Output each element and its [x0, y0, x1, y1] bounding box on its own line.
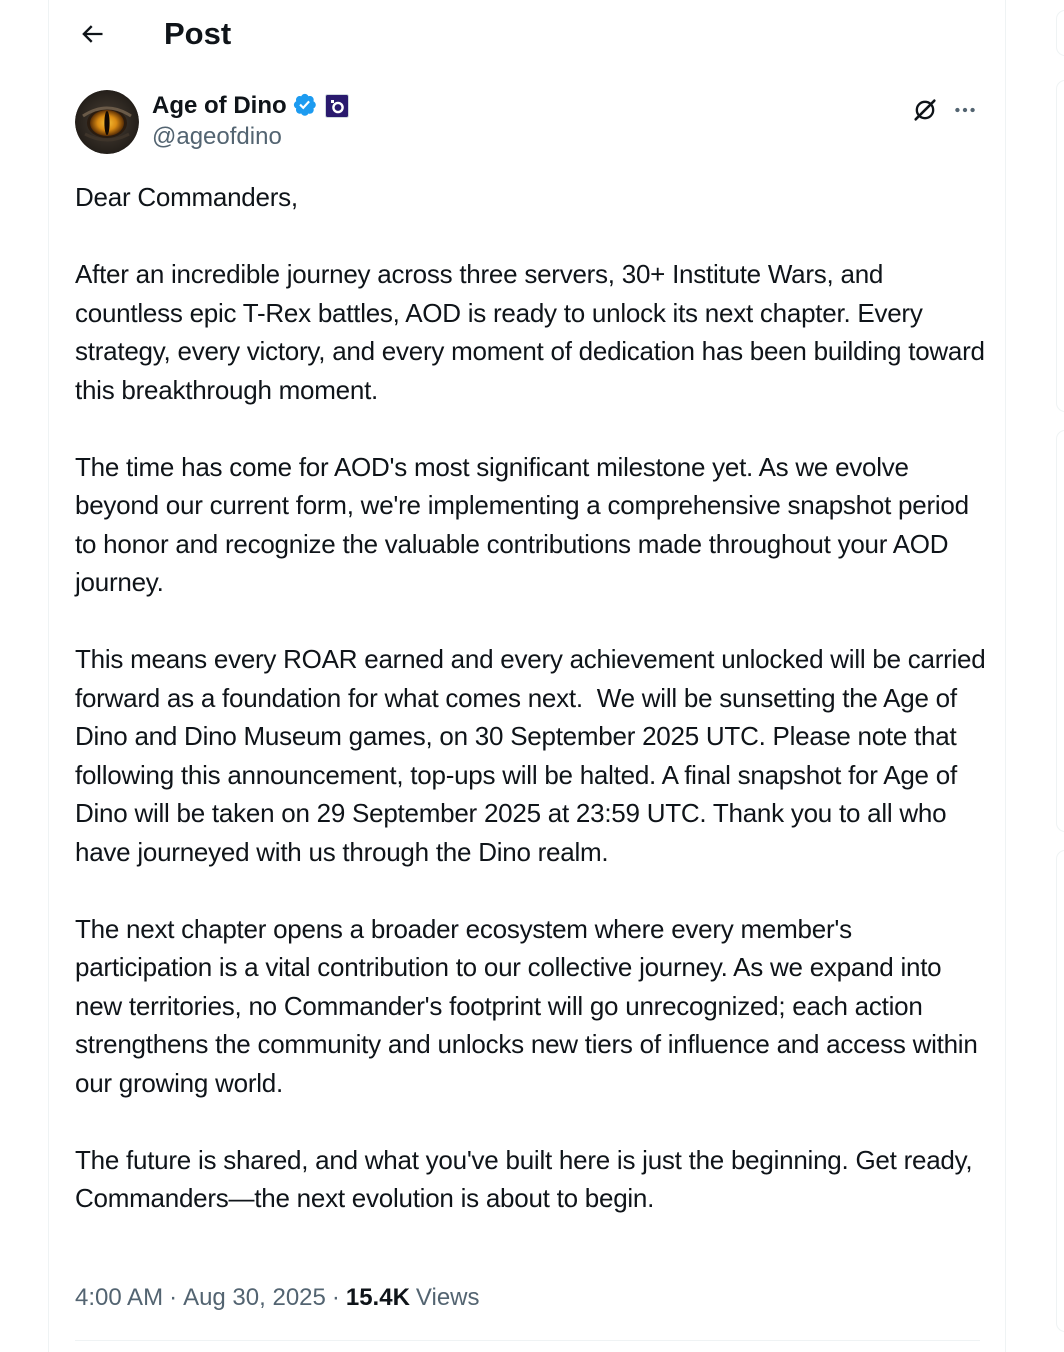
page-title: Post: [164, 16, 232, 51]
more-dots-icon: [952, 97, 978, 123]
divider: [75, 1340, 980, 1341]
grok-button[interactable]: [907, 92, 943, 128]
post-text: [75, 178, 993, 1256]
post-paragraph: Dear Commanders,: [75, 182, 298, 212]
views-label: Views: [415, 1284, 480, 1311]
author-handle[interactable]: @ageofdino: [152, 123, 282, 150]
post-header: [64, 10, 964, 58]
sidebar-card-edge: [1056, 80, 1064, 412]
sidebar-search-edge: [1056, 10, 1064, 56]
views-count: 15.4K: [345, 1284, 410, 1311]
more-button[interactable]: [947, 92, 983, 128]
verified-badge-icon[interactable]: [292, 92, 320, 120]
affiliate-badge-icon[interactable]: [325, 94, 349, 118]
author-name-line: [152, 90, 349, 122]
sidebar-card-edge: [1056, 430, 1064, 832]
post-paragraph: The time has come for AOD's most significant milestone yet. As we evolve beyond our current form, we're implementing a comprehensive snapshot period to honor and recognize the valuable contributions made throughout your AOD journey.: [75, 451, 976, 597]
sidebar-card-edge: [1056, 850, 1064, 1332]
meta-separator: ·: [169, 1284, 178, 1311]
back-arrow-icon: [78, 20, 106, 48]
avatar[interactable]: [75, 90, 139, 154]
author-name[interactable]: Age of Dino: [152, 92, 287, 119]
post-paragraph: The future is shared, and what you've built here is just the beginning. Get ready, Commanders—the next evolution is about to begin.: [75, 1144, 980, 1213]
dino-eye-avatar-icon: [75, 90, 139, 154]
grok-icon: [911, 96, 939, 124]
post-date[interactable]: Aug 30, 2025: [183, 1284, 326, 1311]
back-button[interactable]: [72, 14, 112, 54]
post-paragraph: The next chapter opens a broader ecosystem where every member's participation is a vital contribution to our collective journey. As we expand into new territories, no Commander's footprint will go unrecognized; each action strengthens the community and unlocks new tiers of influence and access within our growing world.: [75, 913, 985, 1098]
meta-separator: ·: [331, 1284, 340, 1311]
post-author: [75, 90, 985, 156]
right-sidebar-edge: [1056, 0, 1064, 1352]
post-paragraph: This means every ROAR earned and every achievement unlocked will be carried forward as a foundation for what comes next. We will be sunsetting the Age of Dino and Dino Museum games, on 30 September 2025 UTC. Please note that following this announcement, top-ups will be halted. A final snapshot for Age of Dino will be taken on 29 September 2025 at 23:59 UTC. Thank you to all who have journeyed with us through the Dino realm.: [75, 644, 993, 867]
post-time[interactable]: 4:00 AM: [75, 1284, 164, 1311]
post-meta: [75, 1280, 480, 1316]
post-paragraph: After an incredible journey across three servers, 30+ Institute Wars, and countless epic T-Rex battles, AOD is ready to unlock its next chapter. Every strategy, every victory, and every moment of dedication has been building toward this breakthrough moment.: [75, 259, 992, 405]
